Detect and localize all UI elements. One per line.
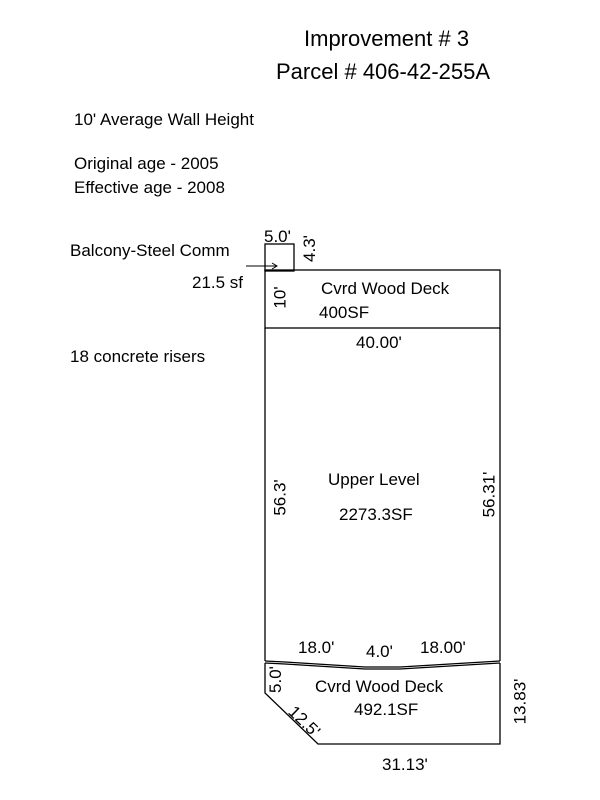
balcony-width-dim: 5.0' — [264, 227, 291, 246]
effective-age-note: Effective age - 2008 — [74, 178, 225, 197]
lower-deck-area: 492.1SF — [354, 700, 419, 719]
lower-deck-left-dim: 5.0' — [265, 666, 285, 693]
lower-deck-bottom-dim: 31.13' — [382, 755, 428, 774]
upper-level-name: Upper Level — [328, 470, 420, 489]
lower-deck-right-dim: 13.83' — [510, 678, 530, 725]
upper-level-bottom-left-dim: 18.0' — [298, 638, 335, 657]
lower-deck-diagonal-dim: 12.5' — [284, 702, 324, 741]
balcony-outline — [265, 244, 294, 271]
wall-height-note: 10' Average Wall Height — [74, 110, 254, 129]
upper-level-right-dim: 56.31' — [479, 471, 499, 518]
original-age-note: Original age - 2005 — [74, 154, 219, 173]
upper-level-bottom-wall-inner — [265, 663, 500, 669]
upper-level-bottom-right-dim: 18.00' — [420, 638, 466, 657]
balcony-arrow — [246, 263, 277, 269]
balcony-area: 21.5 sf — [192, 273, 244, 292]
lower-deck-name: Cvrd Wood Deck — [315, 677, 444, 696]
balcony-depth-dim: 4.3' — [299, 235, 319, 262]
risers-note: 18 concrete risers — [70, 347, 206, 366]
upper-level-bottom-mid-dim: 4.0' — [366, 642, 393, 661]
upper-deck-depth-dim: 10' — [270, 286, 290, 309]
upper-deck-width-dim: 40.00' — [356, 333, 402, 352]
upper-deck-area: 400SF — [319, 303, 370, 322]
upper-level-area: 2273.3SF — [339, 505, 413, 524]
upper-deck-name: Cvrd Wood Deck — [321, 279, 450, 298]
upper-level-left-dim: 56.3' — [270, 479, 290, 516]
balcony-label: Balcony-Steel Comm — [70, 241, 230, 260]
upper-level-bottom-wall — [265, 661, 500, 667]
improvement-title: Improvement # 3 — [304, 26, 470, 51]
parcel-title: Parcel # 406-42-255A — [276, 59, 491, 84]
